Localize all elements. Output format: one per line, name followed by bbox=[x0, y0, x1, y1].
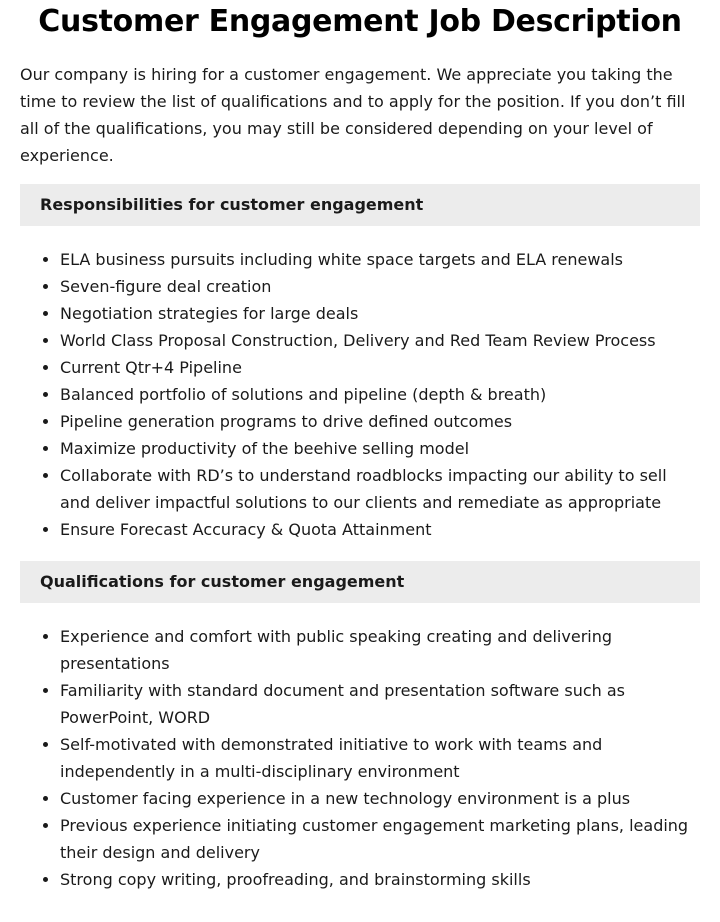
list-item: • Collaborate with RD’s to understand roadblocks impacting our ability to sell and deliver impactful solutions to our clients and remediate as appropriate bbox=[60, 462, 700, 516]
page-title: Customer Engagement Job Description bbox=[38, 4, 682, 39]
list-item: • Current Qtr+4 Pipeline bbox=[60, 354, 700, 381]
list-item: • Experience and comfort with public speaking creating and delivering presentations bbox=[60, 623, 700, 677]
list-item: • Seven-figure deal creation bbox=[60, 273, 700, 300]
list-item: • Maximize productivity of the beehive selling model bbox=[60, 435, 700, 462]
list-item: • Ensure Forecast Accuracy & Quota Attainment bbox=[60, 516, 700, 543]
list-item: • Balanced portfolio of solutions and pipeline (depth & breath) bbox=[60, 381, 700, 408]
list-item: • World Class Proposal Construction, Delivery and Red Team Review Process bbox=[60, 327, 700, 354]
list-item: • Pipeline generation programs to drive defined outcomes bbox=[60, 408, 700, 435]
list-item: • Strong copy writing, proofreading, and brainstorming skills bbox=[60, 866, 700, 893]
qualifications-list bbox=[20, 623, 700, 893]
list-item: • Negotiation strategies for large deals bbox=[60, 300, 700, 327]
list-item: • Familiarity with standard document and presentation software such as PowerPoint, WORD bbox=[60, 677, 700, 731]
responsibilities-heading: Responsibilities for customer engagement bbox=[20, 184, 700, 226]
list-item: • ELA business pursuits including white space targets and ELA renewals bbox=[60, 246, 700, 273]
list-item: • Customer facing experience in a new technology environment is a plus bbox=[60, 785, 700, 812]
list-item: • Self-motivated with demonstrated initiative to work with teams and independently in a multi-disciplinary environment bbox=[60, 731, 700, 785]
intro-paragraph: Our company is hiring for a customer engagement. We appreciate you taking the time to review the list of qualifications and to apply for the position. If you don’t fill all of the qualifications, you may still be considered depending on your level of experience. bbox=[20, 65, 686, 165]
list-item: • Previous experience initiating customer engagement marketing plans, leading their design and delivery bbox=[60, 812, 700, 866]
responsibilities-list bbox=[20, 246, 700, 543]
qualifications-heading: Qualifications for customer engagement bbox=[20, 561, 700, 603]
